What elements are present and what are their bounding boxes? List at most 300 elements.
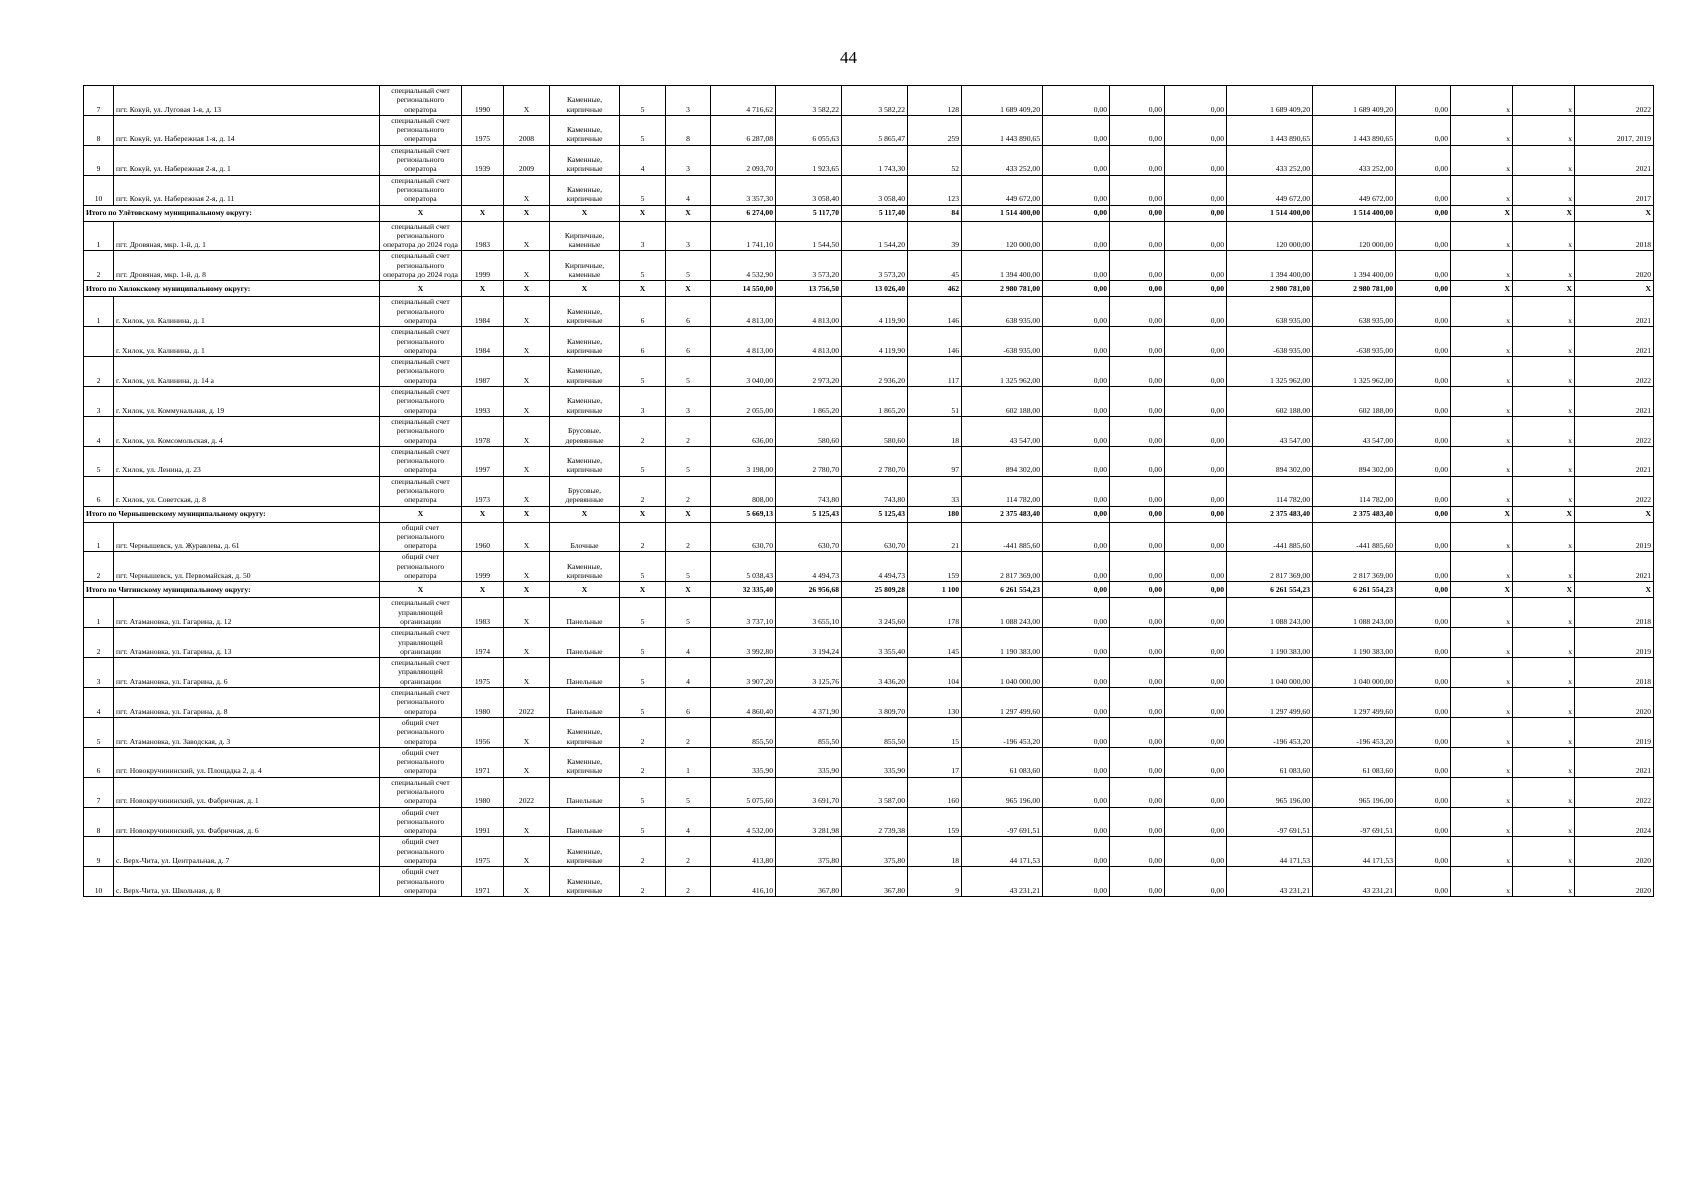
fund-federal-cell: 0,00 bbox=[1043, 446, 1110, 476]
fund-other-cell: 0,00 bbox=[1396, 86, 1451, 116]
fund-owners-cell: 1 443 890,65 bbox=[1227, 115, 1313, 145]
fund-local-cell: 0,00 bbox=[1165, 115, 1227, 145]
account-cell: общий счет регионального оператора bbox=[380, 867, 462, 897]
residents-cell: 17 bbox=[908, 747, 962, 777]
max-cost-cell: x bbox=[1513, 446, 1575, 476]
fund-federal-cell: 0,00 bbox=[1043, 807, 1110, 837]
entrances-cell: 2 bbox=[666, 416, 711, 446]
fund-other-cell: 0,00 bbox=[1396, 867, 1451, 897]
fund-local-cell: 0,00 bbox=[1165, 506, 1227, 522]
unit-cost-cell: x bbox=[1451, 628, 1513, 658]
cost-total-cell: 449 672,00 bbox=[962, 175, 1043, 205]
cost-total-cell: 44 171,53 bbox=[962, 837, 1043, 867]
fund-local-cell: 0,00 bbox=[1165, 205, 1227, 221]
unit-cost-cell: x bbox=[1451, 297, 1513, 327]
max-cost-cell: x bbox=[1513, 416, 1575, 446]
unit-cost-cell: x bbox=[1451, 251, 1513, 281]
floors-max-cell: 2 bbox=[620, 837, 666, 867]
fund-owners-contrib-cell: 2 980 781,00 bbox=[1313, 281, 1396, 297]
fund-local-cell: 0,00 bbox=[1165, 522, 1227, 552]
year-built-cell: 1999 bbox=[462, 552, 504, 582]
address-cell: пгт. Атамановка, ул. Заводская, д. 3 bbox=[114, 717, 380, 747]
entrances-cell: 4 bbox=[666, 628, 711, 658]
residents-cell: 21 bbox=[908, 522, 962, 552]
cost-total-cell: 114 782,00 bbox=[962, 476, 1043, 506]
area-living-cell: 367,80 bbox=[842, 867, 908, 897]
residents-cell: 39 bbox=[908, 221, 962, 251]
year-plan-cell: 2021 bbox=[1575, 446, 1654, 476]
year-plan-cell: 2019 bbox=[1575, 522, 1654, 552]
year-built-cell: 1991 bbox=[462, 807, 504, 837]
year-overhaul-cell: X bbox=[504, 837, 550, 867]
table-row bbox=[84, 251, 1654, 281]
cost-total-cell: 1 443 890,65 bbox=[962, 115, 1043, 145]
fund-local-cell: 0,00 bbox=[1165, 582, 1227, 598]
year-overhaul-cell: X bbox=[504, 251, 550, 281]
floors-max-cell: 2 bbox=[620, 416, 666, 446]
year-plan-cell: X bbox=[1575, 205, 1654, 221]
area-total-cell: 3 198,00 bbox=[711, 446, 776, 476]
row-number-cell: 8 bbox=[84, 807, 114, 837]
address-cell: пгт. Новокручининский, ул. Фабричная, д. 6 bbox=[114, 807, 380, 837]
table-row bbox=[84, 297, 1654, 327]
area-total-cell: 3 040,00 bbox=[711, 357, 776, 387]
fund-other-cell: 0,00 bbox=[1396, 387, 1451, 417]
fund-owners-cell: -196 453,20 bbox=[1227, 717, 1313, 747]
floors-max-cell: 3 bbox=[620, 221, 666, 251]
max-cost-cell: x bbox=[1513, 552, 1575, 582]
fund-owners-contrib-cell: 894 302,00 bbox=[1313, 446, 1396, 476]
unit-cost-cell: x bbox=[1451, 867, 1513, 897]
max-cost-cell: X bbox=[1513, 281, 1575, 297]
fund-owners-cell: 965 196,00 bbox=[1227, 777, 1313, 807]
residents-cell: 104 bbox=[908, 658, 962, 688]
entrances-cell: 5 bbox=[666, 251, 711, 281]
year-overhaul-cell: X bbox=[504, 552, 550, 582]
residents-cell: 146 bbox=[908, 297, 962, 327]
fund-other-cell: 0,00 bbox=[1396, 598, 1451, 628]
fund-owners-cell: 2 817 369,00 bbox=[1227, 552, 1313, 582]
address-cell: г. Хилок, ул. Ленина, д. 23 bbox=[114, 446, 380, 476]
row-number-cell: 6 bbox=[84, 747, 114, 777]
floors-max-cell: 5 bbox=[620, 86, 666, 116]
address-cell: г. Хилок, ул. Коммунальная, д. 19 bbox=[114, 387, 380, 417]
fund-local-cell: 0,00 bbox=[1165, 867, 1227, 897]
row-number-cell: 1 bbox=[84, 598, 114, 628]
area-total-cell: 4 532,00 bbox=[711, 807, 776, 837]
district-total-row bbox=[84, 506, 1654, 522]
cost-total-cell: 1 514 400,00 bbox=[962, 205, 1043, 221]
fund-regional-cell: 0,00 bbox=[1110, 717, 1165, 747]
fund-other-cell: 0,00 bbox=[1396, 777, 1451, 807]
floors-max-cell: 5 bbox=[620, 446, 666, 476]
area-premises-cell: 26 956,68 bbox=[776, 582, 842, 598]
cost-total-cell: -97 691,51 bbox=[962, 807, 1043, 837]
residents-cell: 97 bbox=[908, 446, 962, 476]
year-built-cell: 1939 bbox=[462, 145, 504, 175]
year-overhaul-cell: X bbox=[504, 416, 550, 446]
fund-owners-cell: 1 040 000,00 bbox=[1227, 658, 1313, 688]
area-living-cell: 335,90 bbox=[842, 747, 908, 777]
area-total-cell: 636,00 bbox=[711, 416, 776, 446]
row-number-cell: 7 bbox=[84, 777, 114, 807]
fund-owners-contrib-cell: 6 261 554,23 bbox=[1313, 582, 1396, 598]
entrances-cell: 3 bbox=[666, 221, 711, 251]
year-built-cell: 1984 bbox=[462, 327, 504, 357]
fund-local-cell: 0,00 bbox=[1165, 747, 1227, 777]
area-premises-cell: 6 055,63 bbox=[776, 115, 842, 145]
row-number-cell: 4 bbox=[84, 688, 114, 718]
fund-owners-contrib-cell: 1 088 243,00 bbox=[1313, 598, 1396, 628]
area-total-cell: 3 737,10 bbox=[711, 598, 776, 628]
fund-other-cell: 0,00 bbox=[1396, 582, 1451, 598]
floors-max-cell: X bbox=[620, 506, 666, 522]
residents-cell: 160 bbox=[908, 777, 962, 807]
fund-federal-cell: 0,00 bbox=[1043, 281, 1110, 297]
fund-regional-cell: 0,00 bbox=[1110, 221, 1165, 251]
fund-federal-cell: 0,00 bbox=[1043, 86, 1110, 116]
max-cost-cell: x bbox=[1513, 145, 1575, 175]
area-premises-cell: 5 117,70 bbox=[776, 205, 842, 221]
area-total-cell: 855,50 bbox=[711, 717, 776, 747]
max-cost-cell: x bbox=[1513, 628, 1575, 658]
entrances-cell: X bbox=[666, 506, 711, 522]
floors-max-cell: 5 bbox=[620, 598, 666, 628]
fund-federal-cell: 0,00 bbox=[1043, 357, 1110, 387]
area-living-cell: 2 739,38 bbox=[842, 807, 908, 837]
year-plan-cell: 2019 bbox=[1575, 628, 1654, 658]
area-total-cell: 2 055,00 bbox=[711, 387, 776, 417]
fund-regional-cell: 0,00 bbox=[1110, 145, 1165, 175]
fund-federal-cell: 0,00 bbox=[1043, 522, 1110, 552]
fund-owners-cell: -441 885,60 bbox=[1227, 522, 1313, 552]
residents-cell: 18 bbox=[908, 837, 962, 867]
floors-max-cell: 5 bbox=[620, 115, 666, 145]
floors-max-cell: 5 bbox=[620, 688, 666, 718]
area-premises-cell: 367,80 bbox=[776, 867, 842, 897]
cost-total-cell: 1 325 962,00 bbox=[962, 357, 1043, 387]
fund-federal-cell: 0,00 bbox=[1043, 582, 1110, 598]
fund-owners-cell: -97 691,51 bbox=[1227, 807, 1313, 837]
area-total-cell: 4 813,00 bbox=[711, 297, 776, 327]
year-overhaul-cell: X bbox=[504, 476, 550, 506]
year-overhaul-cell: X bbox=[504, 281, 550, 297]
cost-total-cell: 43 231,21 bbox=[962, 867, 1043, 897]
entrances-cell: 1 bbox=[666, 747, 711, 777]
year-overhaul-cell: X bbox=[504, 506, 550, 522]
fund-regional-cell: 0,00 bbox=[1110, 476, 1165, 506]
cost-total-cell: 1 297 499,60 bbox=[962, 688, 1043, 718]
year-overhaul-cell: X bbox=[504, 221, 550, 251]
entrances-cell: X bbox=[666, 205, 711, 221]
floors-max-cell: 2 bbox=[620, 522, 666, 552]
area-living-cell: 4 494,73 bbox=[842, 552, 908, 582]
fund-other-cell: 0,00 bbox=[1396, 145, 1451, 175]
table-row bbox=[84, 552, 1654, 582]
year-plan-cell: 2022 bbox=[1575, 416, 1654, 446]
year-plan-cell: 2024 bbox=[1575, 807, 1654, 837]
table-row bbox=[84, 476, 1654, 506]
residents-cell: 18 bbox=[908, 416, 962, 446]
table-row bbox=[84, 598, 1654, 628]
area-living-cell: 4 119,90 bbox=[842, 297, 908, 327]
residents-cell: 123 bbox=[908, 175, 962, 205]
area-living-cell: 1 544,20 bbox=[842, 221, 908, 251]
area-premises-cell: 1 865,20 bbox=[776, 387, 842, 417]
area-living-cell: 630,70 bbox=[842, 522, 908, 552]
fund-owners-cell: 602 188,00 bbox=[1227, 387, 1313, 417]
entrances-cell: 2 bbox=[666, 476, 711, 506]
fund-local-cell: 0,00 bbox=[1165, 476, 1227, 506]
area-total-cell: 808,00 bbox=[711, 476, 776, 506]
fund-other-cell: 0,00 bbox=[1396, 807, 1451, 837]
fund-owners-cell: 1 190 383,00 bbox=[1227, 628, 1313, 658]
fund-other-cell: 0,00 bbox=[1396, 251, 1451, 281]
fund-regional-cell: 0,00 bbox=[1110, 297, 1165, 327]
area-total-cell: 1 741,10 bbox=[711, 221, 776, 251]
year-plan-cell: 2022 bbox=[1575, 777, 1654, 807]
area-premises-cell: 3 281,98 bbox=[776, 807, 842, 837]
residents-cell: 130 bbox=[908, 688, 962, 718]
fund-local-cell: 0,00 bbox=[1165, 251, 1227, 281]
cost-total-cell: 1 689 409,20 bbox=[962, 86, 1043, 116]
district-total-row bbox=[84, 281, 1654, 297]
max-cost-cell: X bbox=[1513, 506, 1575, 522]
fund-local-cell: 0,00 bbox=[1165, 145, 1227, 175]
year-overhaul-cell: X bbox=[504, 717, 550, 747]
year-overhaul-cell: 2022 bbox=[504, 688, 550, 718]
fund-owners-cell: 433 252,00 bbox=[1227, 145, 1313, 175]
unit-cost-cell: x bbox=[1451, 387, 1513, 417]
row-number-cell: 3 bbox=[84, 658, 114, 688]
year-built-cell: 1960 bbox=[462, 522, 504, 552]
max-cost-cell: x bbox=[1513, 522, 1575, 552]
fund-regional-cell: 0,00 bbox=[1110, 837, 1165, 867]
area-living-cell: 2 780,70 bbox=[842, 446, 908, 476]
year-built-cell: 1975 bbox=[462, 658, 504, 688]
area-living-cell: 580,60 bbox=[842, 416, 908, 446]
wall-material-cell: Каменные, кирпичные bbox=[550, 297, 620, 327]
fund-federal-cell: 0,00 bbox=[1043, 628, 1110, 658]
year-plan-cell: 2020 bbox=[1575, 688, 1654, 718]
year-built-cell: 1975 bbox=[462, 115, 504, 145]
wall-material-cell: Каменные, кирпичные bbox=[550, 867, 620, 897]
fund-regional-cell: 0,00 bbox=[1110, 598, 1165, 628]
residents-cell: 178 bbox=[908, 598, 962, 628]
entrances-cell: 6 bbox=[666, 297, 711, 327]
fund-other-cell: 0,00 bbox=[1396, 628, 1451, 658]
fund-other-cell: 0,00 bbox=[1396, 522, 1451, 552]
max-cost-cell: x bbox=[1513, 115, 1575, 145]
year-plan-cell: 2022 bbox=[1575, 476, 1654, 506]
cost-total-cell: 61 083,60 bbox=[962, 747, 1043, 777]
area-premises-cell: 743,80 bbox=[776, 476, 842, 506]
year-overhaul-cell: X bbox=[504, 628, 550, 658]
year-overhaul-cell: X bbox=[504, 327, 550, 357]
max-cost-cell: x bbox=[1513, 598, 1575, 628]
year-plan-cell: 2021 bbox=[1575, 387, 1654, 417]
residents-cell: 146 bbox=[908, 327, 962, 357]
residents-cell: 1 100 bbox=[908, 582, 962, 598]
fund-other-cell: 0,00 bbox=[1396, 688, 1451, 718]
fund-federal-cell: 0,00 bbox=[1043, 552, 1110, 582]
unit-cost-cell: x bbox=[1451, 357, 1513, 387]
fund-federal-cell: 0,00 bbox=[1043, 598, 1110, 628]
max-cost-cell: x bbox=[1513, 221, 1575, 251]
unit-cost-cell: x bbox=[1451, 777, 1513, 807]
account-cell: специальный счет управляющей организации bbox=[380, 598, 462, 628]
entrances-cell: 3 bbox=[666, 387, 711, 417]
fund-owners-cell: 61 083,60 bbox=[1227, 747, 1313, 777]
wall-material-cell: Панельные bbox=[550, 807, 620, 837]
fund-regional-cell: 0,00 bbox=[1110, 807, 1165, 837]
table-row bbox=[84, 747, 1654, 777]
max-cost-cell: x bbox=[1513, 357, 1575, 387]
fund-owners-cell: 1 394 400,00 bbox=[1227, 251, 1313, 281]
account-cell: общий счет регионального оператора bbox=[380, 807, 462, 837]
fund-local-cell: 0,00 bbox=[1165, 688, 1227, 718]
unit-cost-cell: X bbox=[1451, 582, 1513, 598]
fund-other-cell: 0,00 bbox=[1396, 327, 1451, 357]
fund-owners-cell: 1 088 243,00 bbox=[1227, 598, 1313, 628]
entrances-cell: 6 bbox=[666, 688, 711, 718]
area-living-cell: 1 743,30 bbox=[842, 145, 908, 175]
account-cell: специальный счет управляющей организации bbox=[380, 658, 462, 688]
fund-federal-cell: 0,00 bbox=[1043, 867, 1110, 897]
row-number-cell: 9 bbox=[84, 837, 114, 867]
year-plan-cell: 2021 bbox=[1575, 297, 1654, 327]
cost-total-cell: 1 040 000,00 bbox=[962, 658, 1043, 688]
cost-total-cell: 602 188,00 bbox=[962, 387, 1043, 417]
fund-other-cell: 0,00 bbox=[1396, 357, 1451, 387]
year-built-cell: 1983 bbox=[462, 221, 504, 251]
max-cost-cell: x bbox=[1513, 717, 1575, 747]
district-total-label: Итого по Читинскому муниципальному округу: bbox=[84, 582, 380, 598]
fund-owners-contrib-cell: -441 885,60 bbox=[1313, 522, 1396, 552]
fund-owners-contrib-cell: 2 817 369,00 bbox=[1313, 552, 1396, 582]
district-total-label: Итого по Чернышевскому муниципальному округу: bbox=[84, 506, 380, 522]
fund-owners-cell: 2 375 483,40 bbox=[1227, 506, 1313, 522]
wall-material-cell: Каменные, кирпичные bbox=[550, 837, 620, 867]
fund-owners-contrib-cell: -638 935,00 bbox=[1313, 327, 1396, 357]
area-living-cell: 25 809,28 bbox=[842, 582, 908, 598]
fund-federal-cell: 0,00 bbox=[1043, 688, 1110, 718]
floors-max-cell: 5 bbox=[620, 251, 666, 281]
area-total-cell: 5 038,43 bbox=[711, 552, 776, 582]
unit-cost-cell: x bbox=[1451, 145, 1513, 175]
area-living-cell: 375,80 bbox=[842, 837, 908, 867]
fund-owners-contrib-cell: 120 000,00 bbox=[1313, 221, 1396, 251]
area-living-cell: 3 245,60 bbox=[842, 598, 908, 628]
table-row bbox=[84, 658, 1654, 688]
fund-regional-cell: 0,00 bbox=[1110, 251, 1165, 281]
year-built-cell: X bbox=[462, 582, 504, 598]
max-cost-cell: x bbox=[1513, 251, 1575, 281]
area-living-cell: 3 058,40 bbox=[842, 175, 908, 205]
fund-other-cell: 0,00 bbox=[1396, 446, 1451, 476]
max-cost-cell: X bbox=[1513, 582, 1575, 598]
year-built-cell: 1984 bbox=[462, 297, 504, 327]
fund-regional-cell: 0,00 bbox=[1110, 552, 1165, 582]
residents-cell: 45 bbox=[908, 251, 962, 281]
year-built-cell: 1975 bbox=[462, 837, 504, 867]
area-total-cell: 3 357,30 bbox=[711, 175, 776, 205]
row-number-cell: 2 bbox=[84, 552, 114, 582]
floors-max-cell: X bbox=[620, 281, 666, 297]
fund-owners-contrib-cell: 1 394 400,00 bbox=[1313, 251, 1396, 281]
year-overhaul-cell: 2008 bbox=[504, 115, 550, 145]
wall-material-cell: Каменные, кирпичные bbox=[550, 357, 620, 387]
max-cost-cell: x bbox=[1513, 867, 1575, 897]
table-row bbox=[84, 86, 1654, 116]
residents-cell: 52 bbox=[908, 145, 962, 175]
fund-federal-cell: 0,00 bbox=[1043, 175, 1110, 205]
year-plan-cell: 2021 bbox=[1575, 747, 1654, 777]
residents-cell: 15 bbox=[908, 717, 962, 747]
fund-owners-contrib-cell: 2 375 483,40 bbox=[1313, 506, 1396, 522]
max-cost-cell: x bbox=[1513, 688, 1575, 718]
unit-cost-cell: x bbox=[1451, 221, 1513, 251]
address-cell: пгт. Чернышевск, ул. Журавлева, д. 61 bbox=[114, 522, 380, 552]
floors-max-cell: X bbox=[620, 205, 666, 221]
row-number-cell: 1 bbox=[84, 221, 114, 251]
wall-material-cell: X bbox=[550, 582, 620, 598]
entrances-cell: 8 bbox=[666, 115, 711, 145]
wall-material-cell: Блочные bbox=[550, 522, 620, 552]
area-living-cell: 1 865,20 bbox=[842, 387, 908, 417]
area-total-cell: 5 669,13 bbox=[711, 506, 776, 522]
year-built-cell: 1983 bbox=[462, 598, 504, 628]
account-cell: специальный счет регионального оператора bbox=[380, 115, 462, 145]
row-number-cell: 6 bbox=[84, 476, 114, 506]
area-premises-cell: 4 813,00 bbox=[776, 297, 842, 327]
area-living-cell: 3 355,40 bbox=[842, 628, 908, 658]
table-row bbox=[84, 221, 1654, 251]
area-premises-cell: 3 655,10 bbox=[776, 598, 842, 628]
fund-federal-cell: 0,00 bbox=[1043, 416, 1110, 446]
year-plan-cell: 2020 bbox=[1575, 251, 1654, 281]
year-plan-cell: X bbox=[1575, 506, 1654, 522]
overhaul-program-table bbox=[83, 85, 1654, 897]
fund-owners-contrib-cell: -196 453,20 bbox=[1313, 717, 1396, 747]
wall-material-cell: X bbox=[550, 205, 620, 221]
year-built-cell: 1990 bbox=[462, 86, 504, 116]
table-row bbox=[84, 522, 1654, 552]
cost-total-cell: 6 261 554,23 bbox=[962, 582, 1043, 598]
cost-total-cell: 1 394 400,00 bbox=[962, 251, 1043, 281]
fund-local-cell: 0,00 bbox=[1165, 777, 1227, 807]
fund-other-cell: 0,00 bbox=[1396, 175, 1451, 205]
year-overhaul-cell: 2022 bbox=[504, 777, 550, 807]
fund-other-cell: 0,00 bbox=[1396, 747, 1451, 777]
area-total-cell: 3 992,80 bbox=[711, 628, 776, 658]
unit-cost-cell: x bbox=[1451, 416, 1513, 446]
area-living-cell: 4 119,90 bbox=[842, 327, 908, 357]
fund-owners-cell: 449 672,00 bbox=[1227, 175, 1313, 205]
fund-regional-cell: 0,00 bbox=[1110, 688, 1165, 718]
fund-owners-contrib-cell: 965 196,00 bbox=[1313, 777, 1396, 807]
wall-material-cell: Кирпичные, каменные bbox=[550, 251, 620, 281]
residents-cell: 84 bbox=[908, 205, 962, 221]
fund-owners-cell: 43 547,00 bbox=[1227, 416, 1313, 446]
entrances-cell: 2 bbox=[666, 837, 711, 867]
fund-local-cell: 0,00 bbox=[1165, 86, 1227, 116]
residents-cell: 128 bbox=[908, 86, 962, 116]
entrances-cell: X bbox=[666, 281, 711, 297]
table-row bbox=[84, 446, 1654, 476]
floors-max-cell: 5 bbox=[620, 357, 666, 387]
table-row bbox=[84, 175, 1654, 205]
